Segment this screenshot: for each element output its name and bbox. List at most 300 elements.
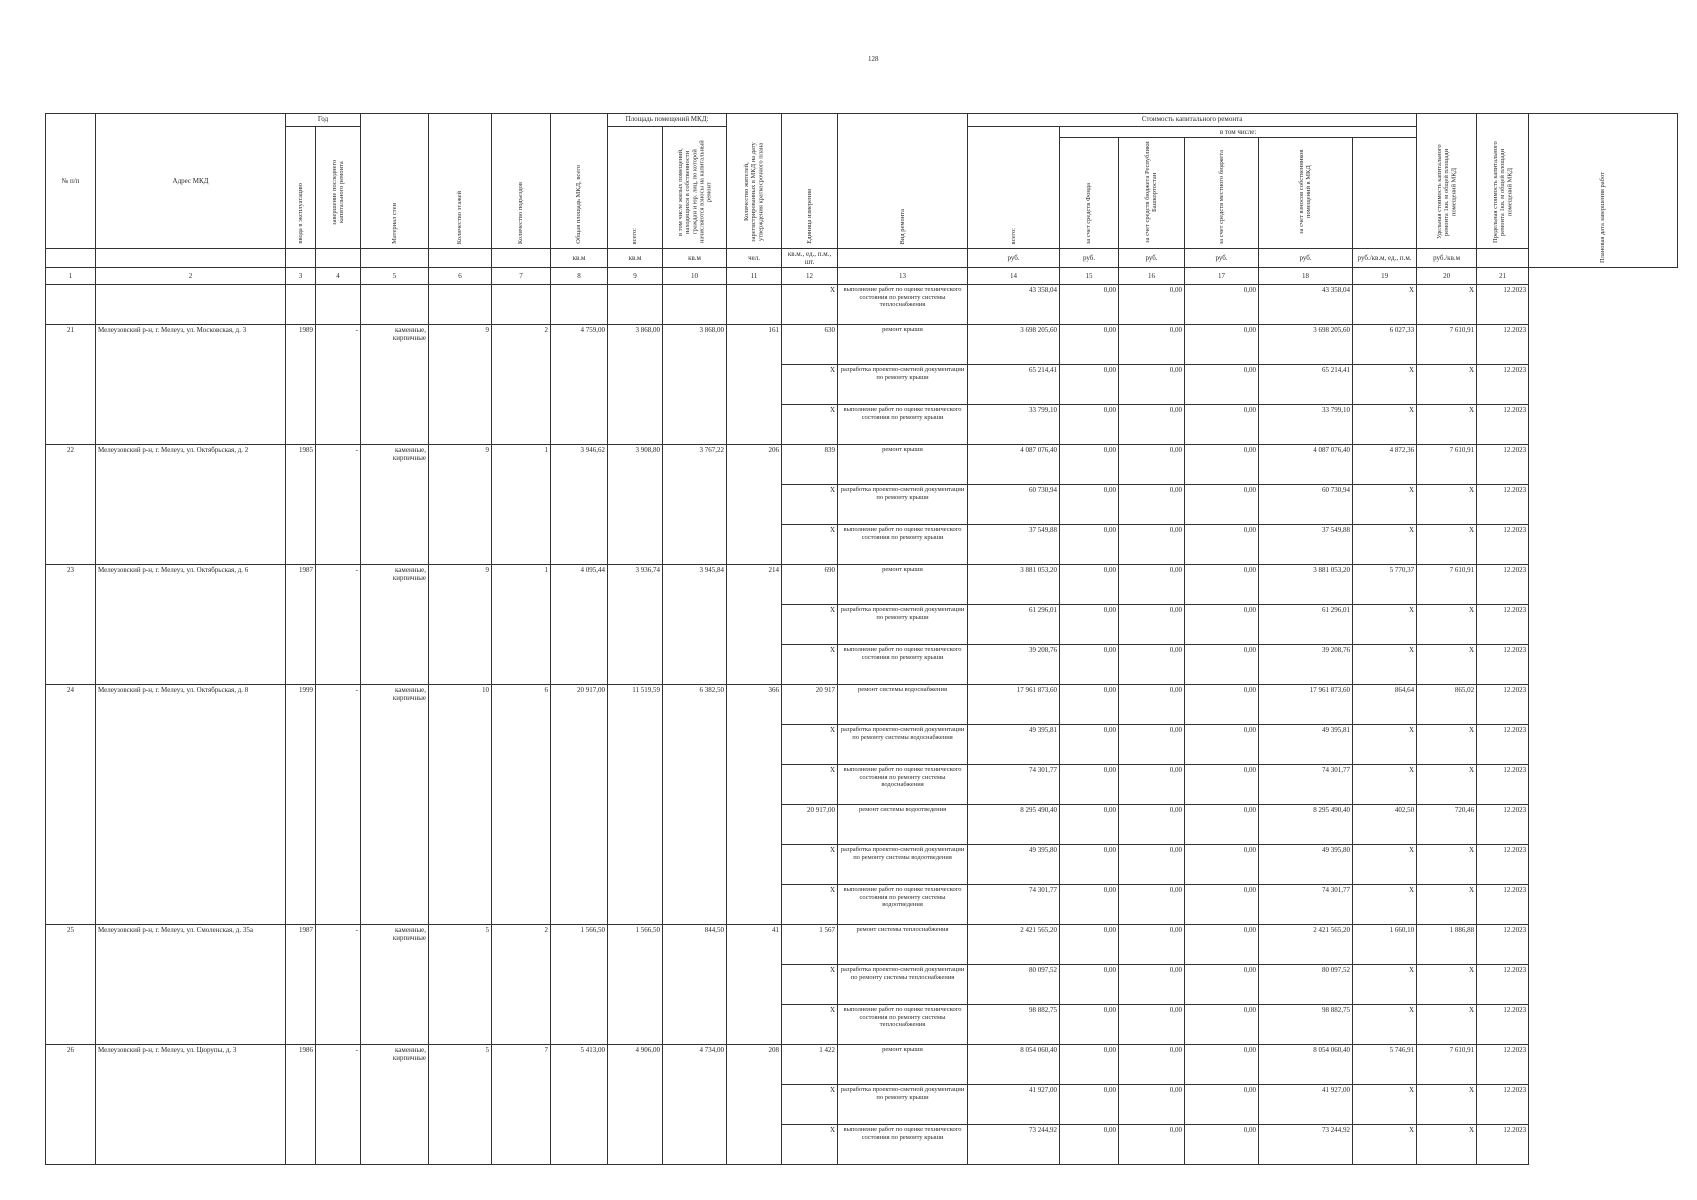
- col-number: 19: [1353, 268, 1417, 285]
- limit-cost: X: [1417, 1085, 1477, 1125]
- floors: 10: [429, 685, 492, 925]
- limit-cost: X: [1417, 765, 1477, 805]
- limit-cost: 7 610,91: [1417, 565, 1477, 605]
- unit-value: X: [782, 1125, 838, 1165]
- col-number: 11: [727, 268, 782, 285]
- limit-cost: 7 610,91: [1417, 325, 1477, 365]
- unit-cell: руб.: [1060, 249, 1119, 268]
- col-number: 17: [1185, 268, 1259, 285]
- entrances: 1: [492, 445, 551, 565]
- cost-total: 8 054 060,40: [968, 1045, 1060, 1085]
- limit-cost: X: [1417, 285, 1477, 325]
- cost-republic: 0,00: [1119, 1005, 1185, 1045]
- unit-cost: X: [1353, 485, 1417, 525]
- year-commission: 1987: [286, 925, 316, 1045]
- unit-cost: X: [1353, 1005, 1417, 1045]
- table-row: [46, 925, 1678, 965]
- unit-cell: кв.м., ед., п.м., шт.: [782, 249, 838, 268]
- cost-owners: 65 214,41: [1259, 365, 1353, 405]
- cost-total: 61 296,01: [968, 605, 1060, 645]
- unit-value: X: [782, 725, 838, 765]
- unit-cell: кв.м: [608, 249, 663, 268]
- repair-plan-table: [45, 113, 1678, 1165]
- cost-local: 0,00: [1185, 925, 1259, 965]
- wall-material: каменные, кирпичные: [361, 565, 429, 685]
- cost-total: 17 961 873,60: [968, 685, 1060, 725]
- col-number: 15: [1060, 268, 1119, 285]
- header-floors: Количество этажей: [456, 190, 464, 245]
- cost-total: 43 358,04: [968, 285, 1060, 325]
- unit-cost: X: [1353, 405, 1417, 445]
- cost-fund: 0,00: [1060, 1005, 1119, 1045]
- cost-total: 41 927,00: [968, 1085, 1060, 1125]
- planned-date: 12.2023: [1477, 845, 1529, 885]
- unit-value: X: [782, 485, 838, 525]
- unit-cell: кв.м: [551, 249, 608, 268]
- cost-republic: 0,00: [1119, 485, 1185, 525]
- header-wall-material: Материал стен: [390, 203, 398, 245]
- cost-fund: 0,00: [1060, 525, 1119, 565]
- work-type: разработка проектно-сметной документации по ремонту системы водоотведения: [838, 845, 968, 885]
- premises-contrib: 3 868,00: [663, 325, 727, 445]
- header-num: № п/п: [46, 114, 96, 249]
- planned-date: 12.2023: [1477, 485, 1529, 525]
- premises-contrib: 3 945,84: [663, 565, 727, 685]
- cost-republic: 0,00: [1119, 1125, 1185, 1165]
- limit-cost: X: [1417, 1125, 1477, 1165]
- unit-cell: руб./кв.м, ед., п.м.: [1353, 249, 1417, 268]
- header-premises-total: всего:: [631, 227, 639, 245]
- cost-owners: 80 097,52: [1259, 965, 1353, 1005]
- page-number: 128: [868, 55, 879, 63]
- year-commission: 1985: [286, 445, 316, 565]
- cost-local: 0,00: [1185, 285, 1259, 325]
- col-number: 18: [1259, 268, 1353, 285]
- cost-republic: 0,00: [1119, 925, 1185, 965]
- cost-fund: 0,00: [1060, 805, 1119, 845]
- work-type: выполнение работ по оценке технического состояния по ремонту крыши: [838, 405, 968, 445]
- cost-republic: 0,00: [1119, 725, 1185, 765]
- work-type: разработка проектно-сметной документации по ремонту системы водоснабжения: [838, 725, 968, 765]
- header-premises-contrib: в том числе жилых помещений, находящихся в собственности граждан и юр. лиц, по которой начисляются взносы на капитальный ремонт: [676, 140, 713, 244]
- unit-value: X: [782, 605, 838, 645]
- header-unit: Единица измерения: [805, 189, 813, 245]
- table-row: [46, 325, 1678, 365]
- cost-owners: 3 698 205,60: [1259, 325, 1353, 365]
- cost-fund: 0,00: [1060, 325, 1119, 365]
- year-last-repair: -: [316, 1045, 361, 1165]
- unit-cost: X: [1353, 765, 1417, 805]
- cost-total: 80 097,52: [968, 965, 1060, 1005]
- house-address: Мелеузовский р-н, г. Мелеуз, ул. Октябрьская, д. 8: [96, 685, 286, 925]
- cost-total: 74 301,77: [968, 885, 1060, 925]
- unit-value: 20 917,00: [782, 805, 838, 845]
- work-type: ремонт системы водоснабжения: [838, 685, 968, 725]
- cost-local: 0,00: [1185, 405, 1259, 445]
- wall-material: каменные, кирпичные: [361, 925, 429, 1045]
- header-year-commission: ввода в эксплуатацию: [296, 183, 304, 245]
- cost-fund: 0,00: [1060, 965, 1119, 1005]
- unit-cell: руб.: [1119, 249, 1185, 268]
- cost-owners: 61 296,01: [1259, 605, 1353, 645]
- cost-fund: 0,00: [1060, 1125, 1119, 1165]
- premises-total: 3 936,74: [608, 565, 663, 685]
- col-number: 12: [782, 268, 838, 285]
- unit-cost: 864,64: [1353, 685, 1417, 725]
- cost-republic: 0,00: [1119, 325, 1185, 365]
- entrances: 2: [492, 325, 551, 445]
- work-type: ремонт крыши: [838, 1045, 968, 1085]
- cost-total: 49 395,80: [968, 845, 1060, 885]
- work-type: выполнение работ по оценке технического состояния по ремонту системы водоотведения: [838, 885, 968, 925]
- planned-date: 12.2023: [1477, 885, 1529, 925]
- limit-cost: X: [1417, 885, 1477, 925]
- planned-date: 12.2023: [1477, 445, 1529, 485]
- cost-republic: 0,00: [1119, 805, 1185, 845]
- cost-fund: 0,00: [1060, 685, 1119, 725]
- work-type: разработка проектно-сметной документации по ремонту крыши: [838, 365, 968, 405]
- total-area: 1 566,50: [551, 925, 608, 1045]
- cost-total: 74 301,77: [968, 765, 1060, 805]
- cost-owners: 49 395,80: [1259, 845, 1353, 885]
- limit-cost: 1 886,88: [1417, 925, 1477, 965]
- header-planned-date: Плановая дата завершения работ: [1599, 172, 1607, 264]
- table-row: [46, 445, 1678, 485]
- work-type: разработка проектно-сметной документации по ремонту крыши: [838, 1085, 968, 1125]
- planned-date: 12.2023: [1477, 925, 1529, 965]
- residents: 41: [727, 925, 782, 1045]
- limit-cost: X: [1417, 965, 1477, 1005]
- cost-fund: 0,00: [1060, 605, 1119, 645]
- year-commission: 1986: [286, 1045, 316, 1165]
- col-number: 21: [1477, 268, 1529, 285]
- work-type: разработка проектно-сметной документации по ремонту системы теплоснабжения: [838, 965, 968, 1005]
- cost-local: 0,00: [1185, 525, 1259, 565]
- residents: 206: [727, 445, 782, 565]
- col-number: 8: [551, 268, 608, 285]
- premises-contrib: 3 767,22: [663, 445, 727, 565]
- floors: 9: [429, 445, 492, 565]
- cost-owners: 39 208,76: [1259, 645, 1353, 685]
- cost-local: 0,00: [1185, 325, 1259, 365]
- planned-date: 12.2023: [1477, 645, 1529, 685]
- cost-total: 2 421 565,20: [968, 925, 1060, 965]
- cost-republic: 0,00: [1119, 525, 1185, 565]
- col-number: 3: [286, 268, 316, 285]
- unit-value: X: [782, 405, 838, 445]
- col-number: 9: [608, 268, 663, 285]
- cost-local: 0,00: [1185, 485, 1259, 525]
- cost-owners: 98 882,75: [1259, 1005, 1353, 1045]
- unit-value: X: [782, 525, 838, 565]
- planned-date: 12.2023: [1477, 365, 1529, 405]
- floors: 5: [429, 1045, 492, 1165]
- cost-owners: 60 730,94: [1259, 485, 1353, 525]
- year-last-repair: -: [316, 325, 361, 445]
- work-type: ремонт крыши: [838, 325, 968, 365]
- unit-cost: X: [1353, 285, 1417, 325]
- cost-total: 8 295 490,40: [968, 805, 1060, 845]
- premises-total: 11 519,59: [608, 685, 663, 925]
- entrances: 1: [492, 565, 551, 685]
- header-row-1: [46, 114, 1678, 127]
- row-number: 25: [46, 925, 96, 1045]
- total-area: 4 759,00: [551, 325, 608, 445]
- unit-value: 630: [782, 325, 838, 365]
- work-type: ремонт системы теплоснабжения: [838, 925, 968, 965]
- unit-value: X: [782, 885, 838, 925]
- unit-value: X: [782, 365, 838, 405]
- planned-date: 12.2023: [1477, 685, 1529, 725]
- residents: 214: [727, 565, 782, 685]
- cost-fund: 0,00: [1060, 565, 1119, 605]
- cost-fund: 0,00: [1060, 725, 1119, 765]
- premises-total: 1 566,50: [608, 925, 663, 1045]
- planned-date: 12.2023: [1477, 1045, 1529, 1085]
- units-row: [46, 249, 1678, 268]
- limit-cost: X: [1417, 845, 1477, 885]
- planned-date: 12.2023: [1477, 965, 1529, 1005]
- cost-total: 73 244,92: [968, 1125, 1060, 1165]
- cost-total: 3 881 053,20: [968, 565, 1060, 605]
- cost-local: 0,00: [1185, 565, 1259, 605]
- unit-cost: 4 872,36: [1353, 445, 1417, 485]
- cost-republic: 0,00: [1119, 765, 1185, 805]
- header-residents: Количество жителей, зарегистрированных в МКД на дату утверждения краткосрочного плана: [743, 142, 765, 242]
- cost-total: 98 882,75: [968, 1005, 1060, 1045]
- table-row: [46, 565, 1678, 605]
- cost-republic: 0,00: [1119, 565, 1185, 605]
- unit-cost: X: [1353, 845, 1417, 885]
- cost-local: 0,00: [1185, 805, 1259, 845]
- unit-cost: 5 746,91: [1353, 1045, 1417, 1085]
- floors: 9: [429, 325, 492, 445]
- limit-cost: X: [1417, 645, 1477, 685]
- table-row: [46, 285, 1678, 325]
- planned-date: 12.2023: [1477, 285, 1529, 325]
- unit-value: 839: [782, 445, 838, 485]
- limit-cost: 7 610,91: [1417, 1045, 1477, 1085]
- table-row: [46, 685, 1678, 725]
- header-address: Адрес МКД: [96, 114, 286, 249]
- unit-cost: X: [1353, 365, 1417, 405]
- premises-contrib: 6 382,50: [663, 685, 727, 925]
- header-cost-total: всего:: [1009, 227, 1017, 245]
- wall-material: каменные, кирпичные: [361, 685, 429, 925]
- unit-value: 1 422: [782, 1045, 838, 1085]
- header-cost-republic: за счет средств бюджета Республики Башкортостан: [1144, 141, 1159, 243]
- cost-owners: 33 799,10: [1259, 405, 1353, 445]
- year-last-repair: -: [316, 685, 361, 925]
- cost-republic: 0,00: [1119, 1085, 1185, 1125]
- cost-total: 37 549,88: [968, 525, 1060, 565]
- cost-local: 0,00: [1185, 1125, 1259, 1165]
- col-number: 20: [1417, 268, 1477, 285]
- unit-value: X: [782, 645, 838, 685]
- unit-cost: X: [1353, 1125, 1417, 1165]
- header-cost-owners: за счет взносов собственников помещений в МКД: [1298, 149, 1313, 235]
- unit-value: X: [782, 845, 838, 885]
- cost-republic: 0,00: [1119, 365, 1185, 405]
- row-number: 26: [46, 1045, 96, 1165]
- work-type: выполнение работ по оценке технического состояния по ремонту системы водоснабжения: [838, 765, 968, 805]
- house-address: Мелеузовский р-н, г. Мелеуз, ул. Цюрупы, д. 3: [96, 1045, 286, 1165]
- cost-local: 0,00: [1185, 885, 1259, 925]
- planned-date: 12.2023: [1477, 765, 1529, 805]
- work-type: выполнение работ по оценке технического состояния по ремонту крыши: [838, 525, 968, 565]
- cost-local: 0,00: [1185, 685, 1259, 725]
- year-last-repair: -: [316, 925, 361, 1045]
- year-commission: 1999: [286, 685, 316, 925]
- wall-material: каменные, кирпичные: [361, 445, 429, 565]
- cost-total: 65 214,41: [968, 365, 1060, 405]
- floors: 5: [429, 925, 492, 1045]
- header-premises-group: Площадь помещений МКД:: [608, 114, 727, 127]
- unit-cost: X: [1353, 605, 1417, 645]
- planned-date: 12.2023: [1477, 1005, 1529, 1045]
- cost-owners: 8 295 490,40: [1259, 805, 1353, 845]
- planned-date: 12.2023: [1477, 1125, 1529, 1165]
- unit-value: 20 917: [782, 685, 838, 725]
- unit-cost: X: [1353, 885, 1417, 925]
- col-number: 7: [492, 268, 551, 285]
- cost-owners: 73 244,92: [1259, 1125, 1353, 1165]
- limit-cost: X: [1417, 485, 1477, 525]
- row-number: 21: [46, 325, 96, 445]
- cost-owners: 17 961 873,60: [1259, 685, 1353, 725]
- cost-owners: 8 054 060,40: [1259, 1045, 1353, 1085]
- entrances: 7: [492, 1045, 551, 1165]
- cost-owners: 49 395,81: [1259, 725, 1353, 765]
- header-work-type: Вид ремонта: [898, 208, 906, 245]
- limit-cost: X: [1417, 405, 1477, 445]
- work-type: разработка проектно-сметной документации по ремонту крыши: [838, 485, 968, 525]
- header-total-area: Общая площадь МКД, всего: [575, 165, 583, 245]
- planned-date: 12.2023: [1477, 565, 1529, 605]
- unit-value: 1 567: [782, 925, 838, 965]
- cost-local: 0,00: [1185, 445, 1259, 485]
- cost-total: 39 208,76: [968, 645, 1060, 685]
- planned-date: 12.2023: [1477, 725, 1529, 765]
- col-number: 16: [1119, 268, 1185, 285]
- cost-republic: 0,00: [1119, 445, 1185, 485]
- limit-cost: X: [1417, 725, 1477, 765]
- header-entrances: Количество подъездов: [517, 181, 525, 245]
- cost-local: 0,00: [1185, 645, 1259, 685]
- cost-total: 49 395,81: [968, 725, 1060, 765]
- unit-value: X: [782, 765, 838, 805]
- unit-cell: руб.: [1185, 249, 1259, 268]
- premises-contrib: 4 734,00: [663, 1045, 727, 1165]
- row-number: 23: [46, 565, 96, 685]
- unit-cost: 1 660,10: [1353, 925, 1417, 965]
- cost-owners: 4 087 076,40: [1259, 445, 1353, 485]
- cost-total: 60 730,94: [968, 485, 1060, 525]
- cost-republic: 0,00: [1119, 645, 1185, 685]
- cost-local: 0,00: [1185, 365, 1259, 405]
- header-cost-fund: за счет средств Фонда: [1085, 182, 1093, 245]
- cost-fund: 0,00: [1060, 885, 1119, 925]
- unit-cost: 5 770,37: [1353, 565, 1417, 605]
- planned-date: 12.2023: [1477, 405, 1529, 445]
- total-area: 5 413,00: [551, 1045, 608, 1165]
- row-number: 22: [46, 445, 96, 565]
- unit-cell: руб./кв.м: [1417, 249, 1477, 268]
- limit-cost: 865,02: [1417, 685, 1477, 725]
- unit-cost: X: [1353, 1085, 1417, 1125]
- work-type: выполнение работ по оценке технического состояния по ремонту крыши: [838, 645, 968, 685]
- cost-fund: 0,00: [1060, 365, 1119, 405]
- cost-republic: 0,00: [1119, 885, 1185, 925]
- col-number: 5: [361, 268, 429, 285]
- cost-owners: 3 881 053,20: [1259, 565, 1353, 605]
- cost-fund: 0,00: [1060, 845, 1119, 885]
- col-number: 6: [429, 268, 492, 285]
- year-commission: 1987: [286, 565, 316, 685]
- limit-cost: X: [1417, 605, 1477, 645]
- house-address: Мелеузовский р-н, г. Мелеуз, ул. Московская, д. 3: [96, 325, 286, 445]
- unit-cell: чел.: [727, 249, 782, 268]
- unit-cost: X: [1353, 645, 1417, 685]
- cost-fund: 0,00: [1060, 1085, 1119, 1125]
- cost-owners: 41 927,00: [1259, 1085, 1353, 1125]
- cost-fund: 0,00: [1060, 1045, 1119, 1085]
- header-unit-cost: Удельная стоимость капитального ремонта 1кв. м общей площади помещений МКД: [1435, 144, 1458, 240]
- total-area: 4 095,44: [551, 565, 608, 685]
- planned-date: 12.2023: [1477, 325, 1529, 365]
- cost-fund: 0,00: [1060, 925, 1119, 965]
- wall-material: каменные, кирпичные: [361, 1045, 429, 1165]
- unit-value: X: [782, 1085, 838, 1125]
- header-cost-local: за счет средств местного бюджета: [1217, 149, 1225, 245]
- cost-owners: 43 358,04: [1259, 285, 1353, 325]
- wall-material: каменные, кирпичные: [361, 325, 429, 445]
- year-commission: 1989: [286, 325, 316, 445]
- unit-cell: руб.: [968, 249, 1060, 268]
- entrances: 2: [492, 925, 551, 1045]
- cost-republic: 0,00: [1119, 845, 1185, 885]
- cost-fund: 0,00: [1060, 765, 1119, 805]
- cost-local: 0,00: [1185, 1045, 1259, 1085]
- cost-republic: 0,00: [1119, 605, 1185, 645]
- cost-total: 33 799,10: [968, 405, 1060, 445]
- cost-local: 0,00: [1185, 1085, 1259, 1125]
- unit-value: X: [782, 965, 838, 1005]
- premises-total: 4 906,00: [608, 1045, 663, 1165]
- column-numbers-row: [46, 268, 1678, 285]
- year-last-repair: -: [316, 445, 361, 565]
- cost-local: 0,00: [1185, 765, 1259, 805]
- unit-value: 690: [782, 565, 838, 605]
- entrances: 6: [492, 685, 551, 925]
- col-number: 10: [663, 268, 727, 285]
- premises-total: 3 908,80: [608, 445, 663, 565]
- cost-local: 0,00: [1185, 845, 1259, 885]
- house-address: Мелеузовский р-н, г. Мелеуз, ул. Октябрьская, д. 2: [96, 445, 286, 565]
- cost-owners: 74 301,77: [1259, 885, 1353, 925]
- cost-local: 0,00: [1185, 965, 1259, 1005]
- unit-cost: X: [1353, 725, 1417, 765]
- total-area: 3 946,62: [551, 445, 608, 565]
- floors: 9: [429, 565, 492, 685]
- header-incl: в том числе:: [1060, 127, 1417, 138]
- cost-owners: 37 549,88: [1259, 525, 1353, 565]
- unit-cell: кв.м: [663, 249, 727, 268]
- residents: 161: [727, 325, 782, 445]
- col-number: 2: [96, 268, 286, 285]
- limit-cost: X: [1417, 365, 1477, 405]
- cost-fund: 0,00: [1060, 445, 1119, 485]
